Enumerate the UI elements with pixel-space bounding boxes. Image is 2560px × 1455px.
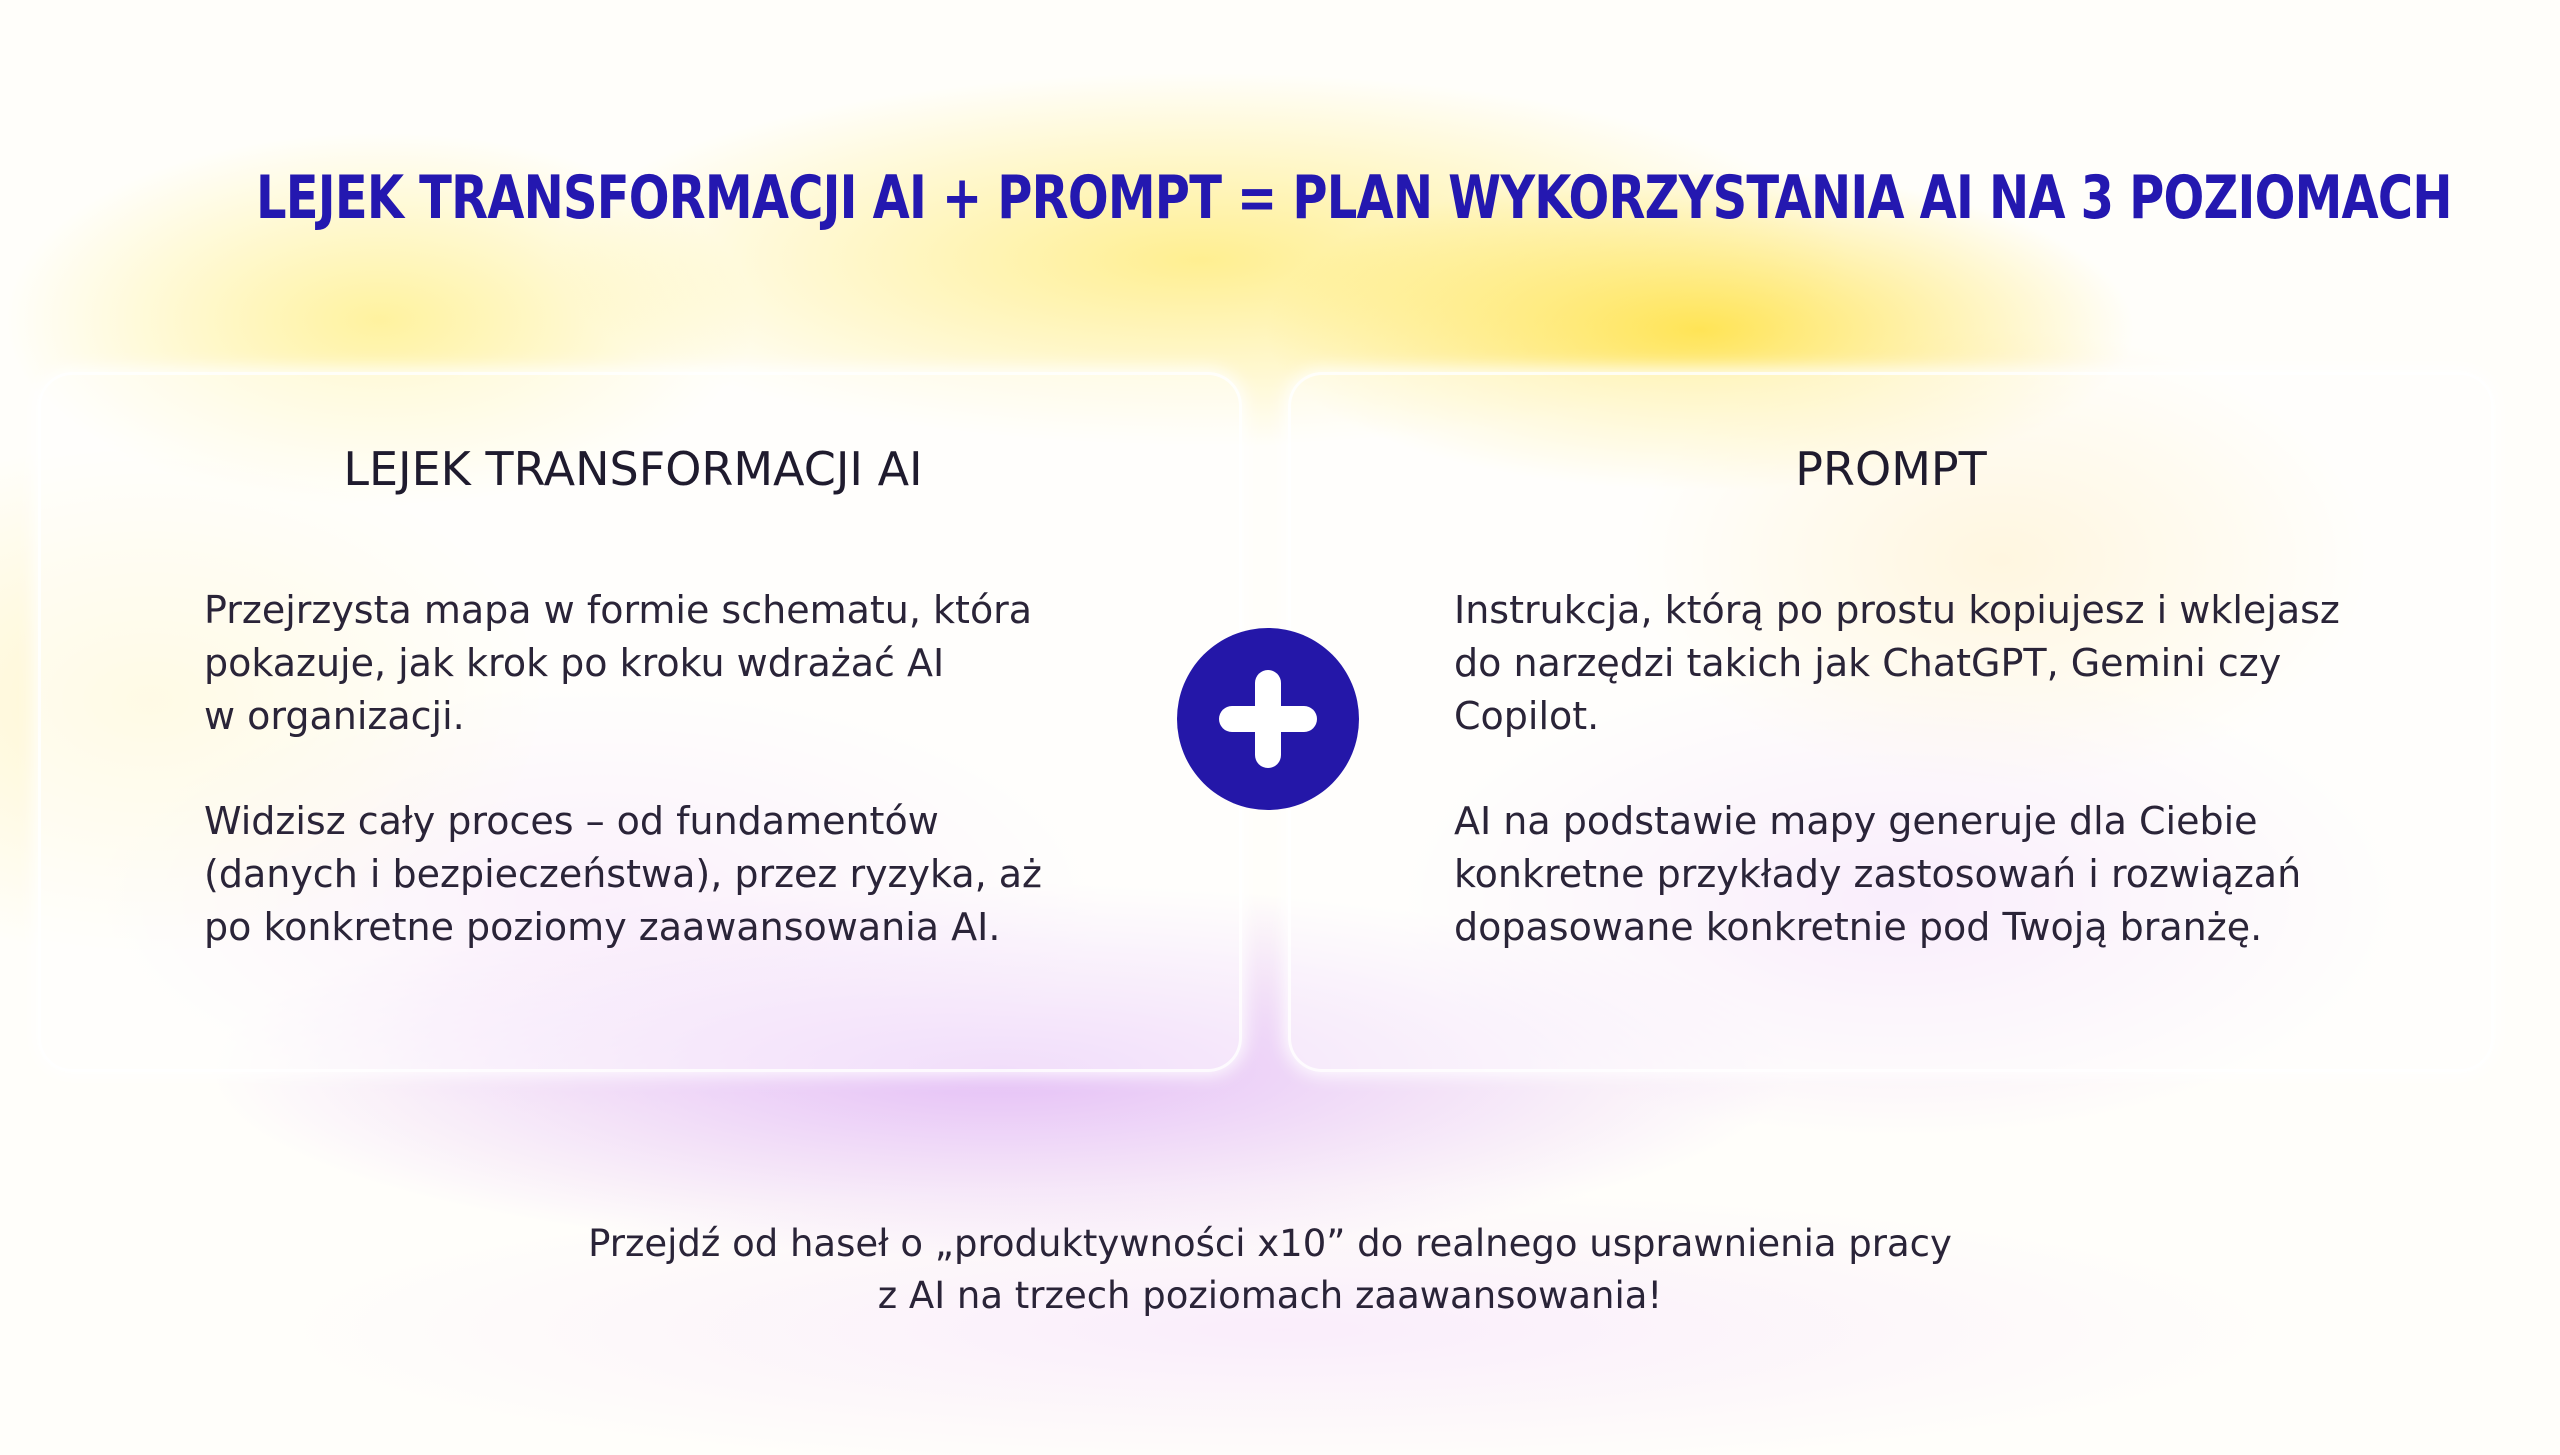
paragraph-line: pokazuje, jak krok po kroku wdrażać AI (204, 641, 945, 685)
paragraph-line: po konkretne poziomy zaawansowania AI. (204, 905, 1001, 949)
paragraph-line: AI na podstawie mapy generuje dla Ciebie (1454, 799, 2258, 843)
paragraph-line: w organizacji. (204, 694, 465, 738)
paragraph-line: Instrukcja, którą po prostu kopiujesz i wklejasz (1454, 588, 2340, 632)
page-title: LEJEK TRANSFORMACJI AI + PROMPT = PLAN WYKORZYSTANIA AI NA 3 POZIOMACH (256, 163, 2452, 233)
paragraph-line: dopasowane konkretnie pod Twoją branżę. (1454, 905, 2263, 949)
card-paragraph (204, 795, 1042, 954)
paragraph-line: (danych i bezpieczeństwa), przez ryzyka, aż (204, 852, 1043, 896)
card-prompt (1288, 372, 2494, 1072)
card-paragraph (1454, 584, 2340, 743)
plus-icon (1177, 628, 1359, 810)
card-heading: PROMPT (1795, 442, 1987, 496)
card-paragraph (1454, 795, 2301, 954)
paragraph-line: konkretne przykłady zastosowań i rozwiązań (1454, 852, 2302, 896)
footer-tagline (0, 1218, 2540, 1322)
card-paragraph (204, 584, 1032, 743)
card-heading: LEJEK TRANSFORMACJI AI (343, 442, 923, 496)
paragraph-line: Copilot. (1454, 694, 1600, 738)
card-lejek-transformacji (38, 372, 1242, 1072)
plus-vertical-bar (1255, 670, 1281, 768)
footer-line: Przejdź od haseł o „produktywności x10” do realnego usprawnienia pracy (588, 1222, 1952, 1265)
footer-line: z AI na trzech poziomach zaawansowania! (877, 1274, 1663, 1317)
paragraph-line: Przejrzysta mapa w formie schematu, która (204, 588, 1033, 632)
paragraph-line: do narzędzi takich jak ChatGPT, Gemini czy (1454, 641, 2282, 685)
paragraph-line: Widzisz cały proces – od fundamentów (204, 799, 939, 843)
